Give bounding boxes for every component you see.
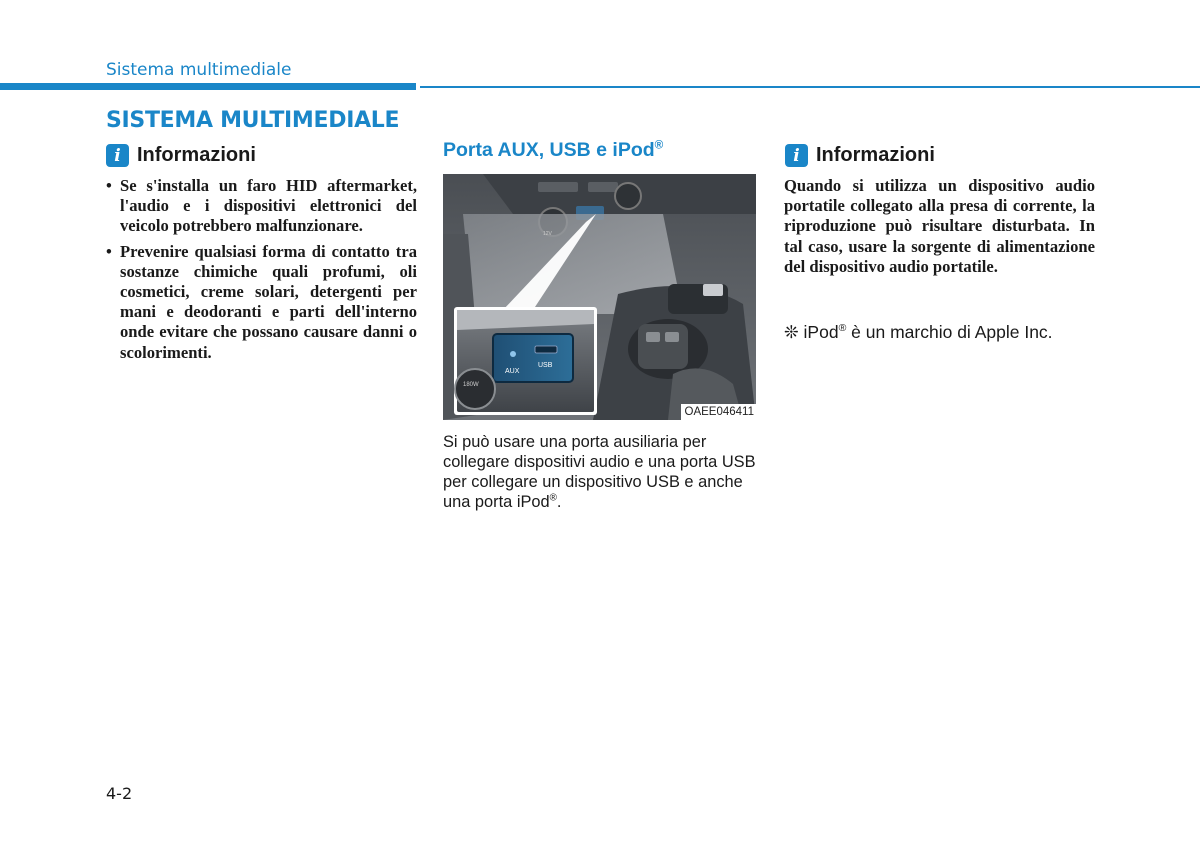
registered-mark: ® xyxy=(549,492,557,504)
usb-label: USB xyxy=(538,362,553,369)
info-icon: i xyxy=(106,144,129,167)
small-socket-label: 12V xyxy=(543,231,552,237)
body-paragraph-text: Si può usare una porta ausiliaria per collegare dispositivi audio e una porta USB per collegare un dispositivo USB e anche una porta iPod xyxy=(443,433,756,511)
info-heading-right xyxy=(785,144,935,167)
info-heading-left xyxy=(106,144,256,167)
info-label: Informazioni xyxy=(816,144,935,166)
bullet-item: • Se s'installa un faro HID aftermarket, l'audio e i dispositivi elettronici del veicolo potrebbero malfunzionare. xyxy=(106,176,417,237)
subheading xyxy=(443,139,663,162)
subheading-text: Porta AUX, USB e iPod xyxy=(443,139,655,161)
bullet-list xyxy=(106,176,417,368)
info-label: Informazioni xyxy=(137,144,256,166)
footnote-brand: iPod xyxy=(798,322,839,342)
aux-label: AUX xyxy=(505,368,520,375)
registered-mark: ® xyxy=(838,322,847,335)
page-number: 4-2 xyxy=(106,784,133,803)
console-illustration xyxy=(443,174,756,420)
figure-code: OAEE046411 xyxy=(681,404,756,420)
registered-mark: ® xyxy=(654,138,664,152)
header-rule-thick xyxy=(0,83,416,90)
body-paragraph-end: . xyxy=(556,493,562,511)
trademark-footnote xyxy=(784,322,1053,343)
section-title: SISTEMA MULTIMEDIALE xyxy=(106,108,400,133)
body-paragraph xyxy=(443,432,756,512)
power-socket-label: 180W xyxy=(463,382,479,388)
header-rule-thin xyxy=(420,86,1200,88)
figure-photo xyxy=(443,174,756,420)
info-paragraph: Quando si utilizza un dispositivo audio portatile collegato alla presa di corrente, la riproduzione può risultare disturbata. In tal caso, usare la sorgente di alimentazione del dispositivo audio portatile. xyxy=(784,176,1095,276)
footnote-text: è un marchio di Apple Inc. xyxy=(846,322,1053,342)
bullet-item: • Prevenire qualsiasi forma di contatto tra sostanze chimiche quali profumi, oli cosmetici, creme solari, detergenti per mani e deodoranti e parti dell'interno onde evitare che possano causare danni o scolorimenti. xyxy=(106,242,417,363)
footnote-symbol: ❊ xyxy=(784,322,799,342)
running-header: Sistema multimediale xyxy=(106,60,292,80)
info-icon: i xyxy=(785,144,808,167)
